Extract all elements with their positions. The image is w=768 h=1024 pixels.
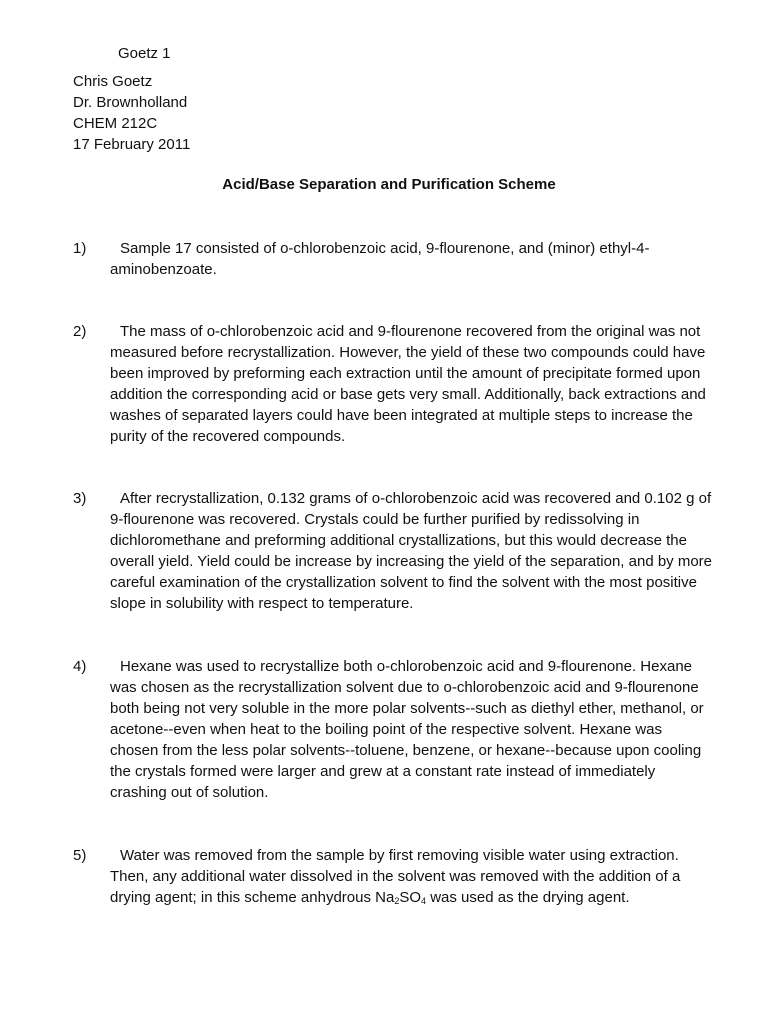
author-block <box>73 71 190 155</box>
subscript: 4 <box>421 896 427 906</box>
item-number: 2) <box>73 323 87 340</box>
running-header: Goetz 1 <box>118 45 171 62</box>
item-text: The mass of o-chlorobenzoic acid and 9-flourenone recovered from the original was not measured before recrystallization. However, the yield of these two compounds could have been improved by preforming each extraction until the amount of precipitate formed upon addition the corresponding acid or base gets very small. Additionally, back extractions and washes of separated layers could have been integrated at multiple steps to increase the purity of the recovered compounds. <box>110 323 706 445</box>
numbered-item-5 <box>73 845 713 908</box>
item-text <box>110 845 713 908</box>
item-text-part: Water was removed from the sample by first removing visible water using extraction. Then, any additional water dissolved in the solvent was removed with the addition of a drying agent; in this scheme anhydrous Na <box>110 847 681 906</box>
numbered-item-4 <box>73 656 713 803</box>
item-number: 1) <box>73 240 87 257</box>
numbered-item-2 <box>73 321 713 447</box>
instructor-name: Dr. Brownholland <box>73 94 188 111</box>
item-text: After recrystallization, 0.132 grams of o-chlorobenzoic acid was recovered and 0.102 g of 9-flourenone was recovered. Crystals could be further purified by redissolving in dichloromethane and preforming additional crystallizations, but this would decrease the overall yield. Yield could be increase by increasing the yield of the separation, and by more careful examination of the crystallization solvent to find the solvent with the most positive slope in solubility with respect to temperature. <box>110 490 713 612</box>
document-date: 17 February 2011 <box>73 136 191 153</box>
numbered-item-3 <box>73 488 713 614</box>
document-title: Acid/Base Separation and Purification Scheme <box>222 176 556 193</box>
item-text-part: was used as the drying agent. <box>426 889 630 906</box>
subscript: 2 <box>394 896 400 906</box>
item-number: 4) <box>73 658 87 675</box>
item-text: Hexane was used to recrystallize both o-chlorobenzoic acid and 9-flourenone. Hexane was chosen as the recrystallization solvent due to o-chlorobenzoic acid and 9-flourenone both being not very soluble in the more polar solvents--such as diethyl ether, methanol, or acetone--even when heat to the boiling point of the respective solvent. Hexane was chosen from the less polar solvents--toluene, benzene, or hexane--because upon cooling the crystals formed were larger and grew at a constant rate instead of immediately crashing out of solution. <box>110 658 704 801</box>
author-name: Chris Goetz <box>73 73 153 90</box>
course-code: CHEM 212C <box>73 115 158 132</box>
item-text: Sample 17 consisted of o-chlorobenzoic acid, 9-flourenone, and (minor) ethyl-4-aminobenzoate. <box>110 240 650 278</box>
numbered-item-1 <box>73 238 713 280</box>
formula-part: SO <box>399 889 422 906</box>
item-number: 3) <box>73 490 87 507</box>
item-number: 5) <box>73 847 87 864</box>
